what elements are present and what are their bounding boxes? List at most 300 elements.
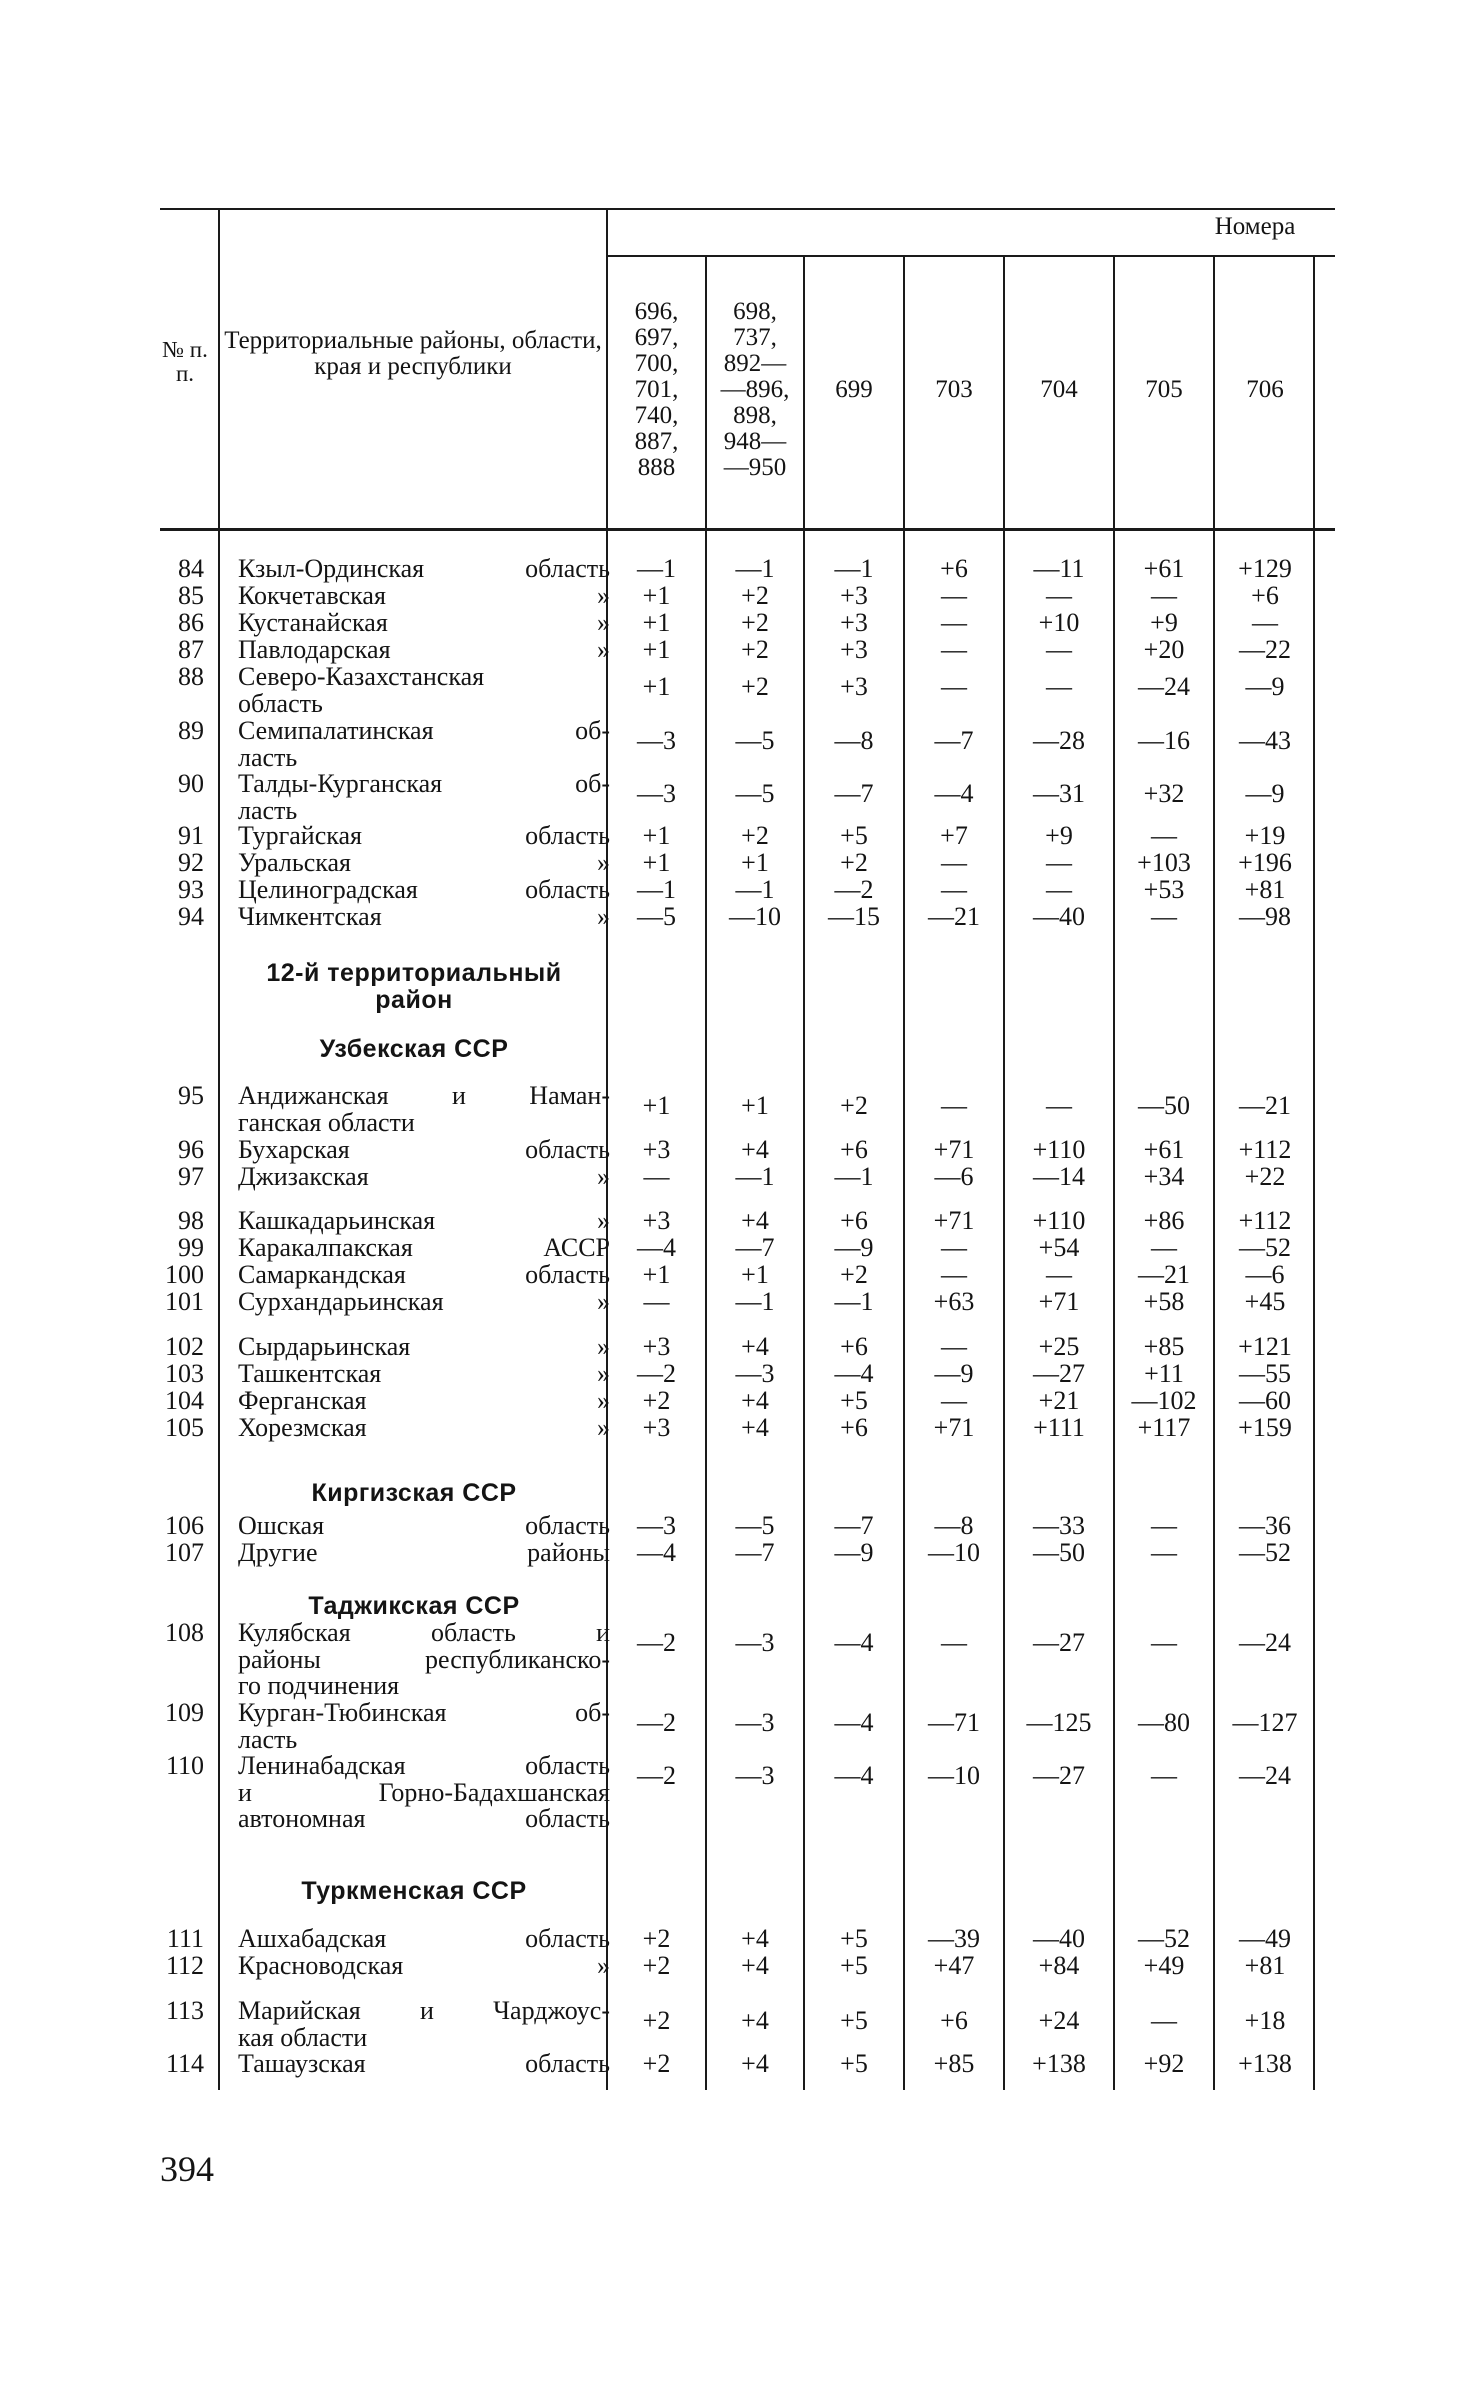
table-cell: +92 [1143,2049,1185,2078]
table-cell: —2 [637,1761,676,1790]
table-cell: — [941,1260,967,1289]
table-cell: —9 [834,1233,874,1262]
table-cell: +85 [1143,1332,1185,1361]
table-cell: —4 [834,1359,874,1388]
region-name: Ташкентская » [238,1359,610,1388]
table-cell: —60 [1239,1386,1291,1415]
table-cell: — [1046,1091,1072,1120]
table-cell: —1 [735,554,775,583]
table-cell: +32 [1143,779,1185,808]
table-cell: +3 [642,1135,671,1164]
table-cell: +5 [840,2049,868,2078]
table-cell: —22 [1239,635,1291,664]
table-cell: +4 [741,1413,769,1442]
table-cell: +117 [1137,1413,1191,1442]
region-name: ласть [238,1724,298,1754]
table-cell: —24 [1239,1628,1291,1657]
region-name: Павлодарская » [238,635,610,664]
table-cell: +112 [1238,1206,1292,1235]
page-number: 394 [160,2149,214,2189]
table-cell: — [1046,848,1072,877]
table-cell: — [941,672,967,701]
region-name: Кзыл-Ординская область [238,554,610,583]
table-cell: —7 [735,1233,775,1262]
table-cell: +61 [1143,554,1185,583]
table-cell: +4 [741,1386,769,1415]
region-name: Другие районы [238,1538,610,1567]
table-cell: — [941,608,967,637]
table-cell: — [941,848,967,877]
table-cell: — [1151,902,1177,931]
table-cell: —21 [1239,1091,1291,1120]
table-cell: —39 [928,1924,980,1953]
section-heading: Туркменская ССР [301,1877,527,1905]
table-cell: —3 [735,1708,775,1737]
table-cell: +7 [940,821,968,850]
table-cell: — [1151,1538,1177,1567]
table-cell: —71 [928,1708,980,1737]
table-cell: —4 [637,1538,676,1567]
table-cell: —80 [1138,1708,1190,1737]
table-cell: +2 [741,608,769,637]
table-cell: +1 [741,1260,769,1289]
table-cell: +19 [1244,821,1286,850]
table-cell: —4 [834,1628,874,1657]
region-name: Кокчетавская » [238,581,610,610]
table-cell: +6 [840,1135,868,1164]
table-cell: —52 [1138,1924,1190,1953]
row-number: 111 [166,1924,204,1953]
table-cell: —50 [1033,1538,1085,1567]
row-number: 86 [178,608,204,637]
table-cell: +1 [741,1091,769,1120]
table-cell: — [1252,608,1278,637]
table-cell: — [941,635,967,664]
row-number: 108 [165,1618,204,1647]
table-cell: — [941,581,967,610]
table-cell: —40 [1033,1924,1085,1953]
table-cell: +1 [642,1091,671,1120]
table-cell: —2 [637,1708,676,1737]
group-title: Номера [1214,213,1296,240]
region-name: Семипалатинская об- [238,716,610,745]
table-cell: —27 [1033,1628,1085,1657]
table-cell: +2 [642,1386,671,1415]
region-name: Красноводская » [238,1951,610,1980]
table-cell: —31 [1033,779,1085,808]
table-cell: +159 [1238,1413,1292,1442]
table-cell: —27 [1033,1359,1085,1388]
table-cell: — [1151,821,1177,850]
table-cell: —27 [1033,1761,1085,1790]
region-name: Ошская область [238,1511,610,1540]
table-top-rule [160,208,1335,210]
table-cell: +121 [1238,1332,1292,1361]
table-cell: +54 [1038,1233,1080,1262]
table-cell: +6 [940,554,968,583]
col-header-region: Территориальные районы, области, края и республики [224,327,602,380]
table-cell: —24 [1239,1761,1291,1790]
region-name: автономная область [238,1804,610,1833]
region-name: Ферганская » [238,1386,610,1415]
table-cell: — [1046,1260,1072,1289]
table-cell: +25 [1038,1332,1080,1361]
table-cell: —7 [834,1511,874,1540]
row-number: 99 [178,1233,204,1262]
table-cell: —10 [729,902,781,931]
table-cell: — [1046,635,1072,664]
table-cell: +196 [1238,848,1292,877]
table-cell: —16 [1138,726,1190,755]
row-number: 97 [178,1162,204,1191]
region-name: Северо-Казахстанская [238,662,485,691]
table-cell: —4 [834,1708,874,1737]
table-cell: +1 [642,635,671,664]
table-cell: +4 [741,1951,769,1980]
col-header-numbers: 696, 697, 700, 701, 740, 887, 888 [634,298,679,481]
table-cell: —33 [1033,1511,1085,1540]
row-number: 110 [165,1751,204,1780]
section-heading: Таджикская ССР [308,1592,520,1620]
table-cell: +2 [741,581,769,610]
region-name: Самаркандская область [238,1260,610,1289]
table-cell: —21 [1138,1260,1190,1289]
table-cell: +4 [741,1135,769,1164]
table-cell: — [1151,581,1177,610]
table-cell: — [941,875,967,904]
region-name: Каракалпакская АССР [238,1233,610,1262]
table-cell: +4 [741,1332,769,1361]
region-name: Уральская » [238,848,610,877]
table-cell: — [941,1091,967,1120]
table-cell: —2 [834,875,874,904]
table-cell: +71 [1038,1287,1080,1316]
table-cell: +110 [1032,1206,1086,1235]
table-cell: —43 [1239,726,1291,755]
table-cell: +129 [1238,554,1292,583]
table-cell: —55 [1239,1359,1291,1388]
table-cell: +1 [642,581,671,610]
table-cell: +5 [840,2006,868,2035]
table-cell: +4 [741,1206,769,1235]
table-cell: +9 [1045,821,1073,850]
table-cell: —98 [1239,902,1291,931]
table-cell: — [1151,1628,1177,1657]
table-cell: —1 [637,875,676,904]
region-name: кая области [238,2022,368,2052]
table-cell: +5 [840,1951,868,1980]
table-cell: +2 [642,2006,671,2035]
row-number: 114 [165,2049,204,2078]
table-cell: +22 [1244,1162,1286,1191]
row-number: 96 [178,1135,204,1164]
region-name: Чимкентская » [238,902,610,931]
table-cell: +1 [642,1260,671,1289]
table-cell: +71 [933,1135,975,1164]
col-header-no: № п. п. [162,337,208,386]
region-name: Кустанайская » [238,608,610,637]
table-cell: — [941,1233,967,1262]
row-number: 101 [165,1287,204,1316]
table-cell: +2 [642,1951,671,1980]
col-header-numbers: 706 [1246,376,1284,403]
table-cell: — [1046,672,1072,701]
table-cell: +9 [1150,608,1178,637]
table-cell: +1 [741,848,769,877]
table-cell: —127 [1232,1708,1298,1737]
table-cell: +2 [840,1260,868,1289]
row-number: 85 [178,581,204,610]
row-number: 93 [178,875,204,904]
table-cell: —5 [735,779,775,808]
table-cell: —14 [1033,1162,1085,1191]
region-name: Кулябская область и [238,1618,610,1647]
table-cell: —3 [735,1628,775,1657]
table-cell: +6 [840,1206,868,1235]
table-cell: —10 [928,1761,980,1790]
region-name: Бухарская область [238,1135,610,1164]
table-cell: —3 [735,1359,775,1388]
table-cell: —3 [637,726,676,755]
region-name: Ашхабадская область [238,1924,610,1953]
table-cell: +47 [933,1951,975,1980]
row-number: 104 [165,1386,204,1415]
table-cell: +84 [1038,1951,1080,1980]
table-cell: +4 [741,2049,769,2078]
table-cell: +3 [840,608,868,637]
region-name: область [238,688,323,718]
table-cell: +63 [933,1287,975,1316]
region-name: ласть [238,795,298,825]
table-cell: —3 [735,1761,775,1790]
region-name: Целиноградская область [238,875,610,904]
table-cell: —5 [735,1511,775,1540]
row-number: 103 [165,1359,204,1388]
table-cell: —8 [934,1511,974,1540]
table-cell: — [1151,2006,1177,2035]
table-cell: —52 [1239,1538,1291,1567]
table-cell: — [941,1332,967,1361]
table-cell: —52 [1239,1233,1291,1262]
table-cell: —10 [928,1538,980,1567]
table-cell: —6 [934,1162,974,1191]
table-cell: +20 [1143,635,1185,664]
table-cell: +1 [642,848,671,877]
table-cell: +3 [642,1413,671,1442]
row-number: 84 [178,554,204,583]
table-cell: +138 [1238,2049,1292,2078]
table-cell: —7 [934,726,974,755]
row-number: 100 [165,1260,204,1289]
table-cell: —2 [637,1359,676,1388]
row-number: 102 [165,1332,204,1361]
table-cell: +86 [1143,1206,1185,1235]
region-name: Талды-Курганская об- [238,769,610,798]
col-header-numbers: 705 [1145,376,1183,403]
table-cell: +81 [1244,875,1286,904]
table-cell: — [1151,1761,1177,1790]
table-cell: —9 [1245,779,1285,808]
header-bottom-rule [160,528,1335,531]
col-header-numbers: 698, 737, 892— —896, 898, 948— —950 [720,298,790,481]
region-name: Ленинабадская область [238,1751,610,1780]
table-cell: +3 [642,1332,671,1361]
group-header-rule [606,255,1335,257]
table-cell: +2 [741,821,769,850]
table-cell: —40 [1033,902,1085,931]
table-cell: —50 [1138,1091,1190,1120]
table-cell: —24 [1138,672,1190,701]
table-cell: +138 [1032,2049,1086,2078]
table-cell: —4 [834,1761,874,1790]
table-cell: +1 [642,608,671,637]
table-cell: —21 [928,902,980,931]
table-cell: +6 [840,1413,868,1442]
table-cell: +1 [642,672,671,701]
table-cell: +3 [840,635,868,664]
col-header-numbers: 703 [935,376,973,403]
section-heading: 12-й территориальный район [266,959,562,1014]
table-cell: +2 [741,635,769,664]
table-cell: —9 [1245,672,1285,701]
table-cell: —7 [735,1538,775,1567]
region-name: и Горно-Бадахшанская [238,1777,610,1807]
table-cell: —1 [834,1162,874,1191]
table-cell: +34 [1143,1162,1185,1191]
row-number: 106 [165,1511,204,1540]
row-number: 90 [178,769,204,798]
section-heading: Узбекская ССР [319,1035,509,1063]
table-cell: +3 [642,1206,671,1235]
table-cell: —28 [1033,726,1085,755]
table-cell: —9 [834,1538,874,1567]
region-name: ласть [238,742,298,772]
region-name: Джизакская » [238,1162,610,1191]
table-cell: +112 [1238,1135,1292,1164]
table-cell: +11 [1144,1359,1184,1388]
table-cell: — [643,1162,670,1191]
table-cell: +58 [1143,1287,1185,1316]
region-name: Андижанская и Наман- [238,1081,610,1110]
table-cell: +1 [642,821,671,850]
table-cell: +6 [1251,581,1279,610]
row-number: 113 [165,1996,204,2025]
row-number: 89 [178,716,204,745]
table-cell: —5 [735,726,775,755]
table-cell: — [1151,1233,1177,1262]
region-name: Марийская и Чарджоус- [238,1996,610,2025]
region-name: Сурхандарьинская » [238,1287,610,1316]
col-header-numbers: 704 [1040,376,1078,403]
col-divider [218,210,220,2090]
table-cell: +45 [1244,1287,1286,1316]
table-cell: —1 [834,554,874,583]
row-number: 109 [165,1698,204,1727]
table-cell: +2 [840,848,868,877]
table-cell: — [643,1287,670,1316]
table-cell: +85 [933,2049,975,2078]
table-cell: +5 [840,1386,868,1415]
row-number: 87 [178,635,204,664]
table-cell: +24 [1038,2006,1080,2035]
region-name: Курган-Тюбинская об- [238,1698,610,1727]
region-name: Ташаузская область [238,2049,610,2078]
section-heading: Киргизская ССР [311,1479,517,1507]
row-number: 92 [178,848,204,877]
table-cell: —9 [934,1359,974,1388]
table-cell: +81 [1244,1951,1286,1980]
row-number: 94 [178,902,204,931]
table-cell: —8 [834,726,874,755]
table-cell: +10 [1038,608,1080,637]
table-cell: — [1046,581,1072,610]
table-cell: +4 [741,2006,769,2035]
table-cell: —3 [637,1511,676,1540]
table-cell: +3 [840,672,868,701]
region-name: го подчинения [238,1671,400,1700]
table-cell: —1 [735,1287,775,1316]
table-cell: +4 [741,1924,769,1953]
table-cell: —6 [1245,1260,1285,1289]
table-cell: +5 [840,1924,868,1953]
table-cell: —3 [637,779,676,808]
table-cell: +18 [1244,2006,1286,2035]
row-number: 112 [165,1951,204,1980]
table-cell: —15 [828,902,880,931]
table-cell: — [1151,1511,1177,1540]
table-cell: +111 [1033,1413,1085,1442]
table-cell: —5 [637,902,676,931]
table-cell: +110 [1032,1135,1086,1164]
table-cell: +6 [940,2006,968,2035]
table-cell: —4 [934,779,974,808]
table-cell: +2 [840,1091,868,1120]
table-cell: —11 [1033,554,1085,583]
row-number: 107 [165,1538,204,1567]
table-cell: +2 [741,672,769,701]
region-name: Тургайская область [238,821,610,850]
table-cell: —7 [834,779,874,808]
region-name: Хорезмская » [238,1413,610,1442]
table-cell: —2 [637,1628,676,1657]
row-number: 91 [178,821,204,850]
table-cell: +71 [933,1413,975,1442]
table-cell: +53 [1143,875,1185,904]
row-number: 95 [178,1081,204,1110]
table-cell: +6 [840,1332,868,1361]
table-cell: —1 [735,1162,775,1191]
table-cell: —49 [1239,1924,1291,1953]
region-name: ганская области [238,1107,415,1137]
table-cell: — [941,1628,967,1657]
table-cell: +103 [1137,848,1191,877]
table-cell: —125 [1026,1708,1092,1737]
table-cell: +49 [1143,1951,1185,1980]
row-number: 98 [178,1206,204,1235]
row-number: 105 [165,1413,204,1442]
row-number: 88 [178,662,204,691]
table-cell: +2 [642,2049,671,2078]
table-cell: —1 [834,1287,874,1316]
table-cell: —36 [1239,1511,1291,1540]
table-cell: +21 [1038,1386,1080,1415]
region-name: Кашкадарьинская » [238,1206,610,1235]
table-cell: — [1046,875,1072,904]
region-name: районы республиканско- [238,1644,610,1674]
col-header-numbers: 699 [835,376,873,403]
table-cell: +71 [933,1206,975,1235]
table-cell: —102 [1131,1386,1197,1415]
